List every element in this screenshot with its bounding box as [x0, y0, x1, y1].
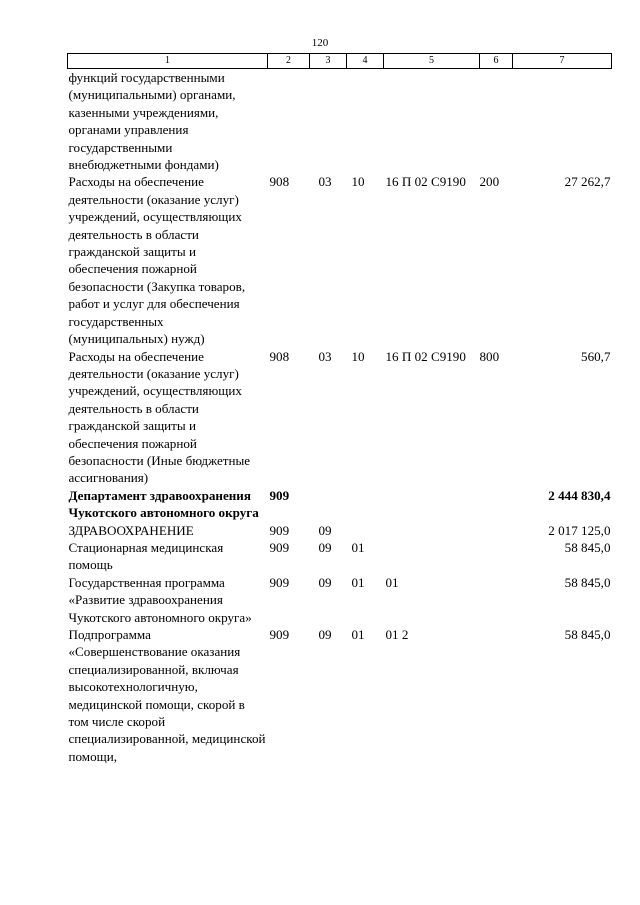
table-row — [68, 626, 612, 765]
expense-type-code — [480, 522, 513, 539]
amount-value: 58 845,0 — [564, 574, 611, 590]
table-row — [68, 539, 612, 574]
section-code: 03 — [318, 348, 332, 364]
row-name: ЗДРАВООХРАНЕНИЕ — [68, 522, 194, 538]
amount-value: 2 444 830,4 — [548, 487, 611, 503]
section-code: 03 — [318, 174, 332, 190]
target-article-code — [384, 487, 480, 522]
column-header: 6 — [480, 54, 513, 69]
subsection-code — [347, 522, 384, 539]
subsection-code: 01 — [351, 539, 365, 555]
amount-value: 560,7 — [581, 348, 611, 364]
expense-type-code — [480, 487, 513, 522]
column-header: 7 — [513, 54, 612, 69]
row-name: Департамент здравоохранения Чукотского автономного округа — [68, 487, 259, 521]
table-row — [68, 522, 612, 539]
target-article-code: 01 — [385, 574, 399, 590]
table-row — [68, 69, 612, 174]
expense-type-code — [480, 626, 513, 765]
ministry-code — [268, 69, 310, 174]
subsection-code: 01 — [351, 627, 365, 642]
amount-value — [513, 69, 612, 174]
table-row — [68, 173, 612, 347]
column-header: 4 — [347, 54, 384, 69]
page-number: 120 — [311, 37, 329, 49]
section-code: 09 — [318, 539, 332, 555]
target-article-code: 16 П 02 С9190 — [385, 348, 466, 364]
target-article-code — [384, 522, 480, 539]
row-name: Подпрограмма «Совершенствование оказания специализированной, включая высокотехнологичную, медицинской помощи, скорой в том числе скорой специализированной, медицинской помощи, — [68, 627, 266, 764]
subsection-code: 10 — [351, 348, 365, 364]
section-code: 09 — [318, 574, 332, 590]
expense-type-code — [480, 69, 513, 174]
column-header: 2 — [268, 54, 310, 69]
table-row — [68, 348, 612, 487]
row-name: Расходы на обеспечение деятельности (оказание услуг) учреждений, осуществляющих деятельность в области гражданской защиты и обеспечения пожарной безопасности (Закупка товаров, работ и услуг для обеспечения государственных (муниципальных) нужд) — [68, 174, 246, 347]
amount-value: 58 845,0 — [564, 627, 611, 642]
row-name: функций государственными (муниципальными) органами, казенными учреждениями, органами управления государственными внебюджетными фондами) — [68, 70, 236, 173]
target-article-code: 01 2 — [385, 627, 409, 642]
expense-type-code: 800 — [479, 348, 500, 364]
expense-type-code: 200 — [479, 174, 500, 190]
column-number-row — [68, 54, 612, 69]
subsection-code — [347, 69, 384, 174]
column-header: 3 — [310, 54, 347, 69]
ministry-code: 909 — [269, 574, 290, 590]
column-header: 5 — [384, 54, 480, 69]
amount-value: 2 017 125,0 — [548, 522, 611, 538]
row-name: Государственная программа «Развитие здравоохранения Чукотского автономного округа» — [68, 574, 252, 625]
target-article-code — [384, 69, 480, 174]
row-name: Стационарная медицинская помощь — [68, 539, 224, 573]
ministry-code: 909 — [269, 627, 290, 642]
ministry-code: 908 — [269, 348, 290, 364]
expense-type-code — [480, 574, 513, 626]
table-row — [68, 574, 612, 626]
section-code: 09 — [318, 627, 332, 642]
amount-value: 58 845,0 — [564, 539, 611, 555]
target-article-code — [384, 539, 480, 574]
table-body — [68, 69, 612, 766]
section-code: 09 — [318, 522, 332, 538]
ministry-code: 908 — [269, 174, 290, 190]
section-code — [310, 69, 347, 174]
subsection-code: 10 — [351, 174, 365, 190]
column-header: 1 — [68, 54, 268, 69]
ministry-code: 909 — [269, 539, 290, 555]
expense-type-code — [480, 539, 513, 574]
ministry-code: 909 — [269, 487, 290, 503]
budget-table — [67, 53, 612, 765]
row-name: Расходы на обеспечение деятельности (оказание услуг) учреждений, осуществляющих деятельность в области гражданской защиты и обеспечения пожарной безопасности (Иные бюджетные ассигнования) — [68, 348, 251, 486]
section-code — [310, 487, 347, 522]
ministry-code: 909 — [269, 522, 290, 538]
target-article-code: 16 П 02 С9190 — [385, 174, 466, 190]
table-row — [68, 487, 612, 522]
subsection-code — [347, 487, 384, 522]
amount-value: 27 262,7 — [564, 174, 611, 190]
subsection-code: 01 — [351, 574, 365, 590]
